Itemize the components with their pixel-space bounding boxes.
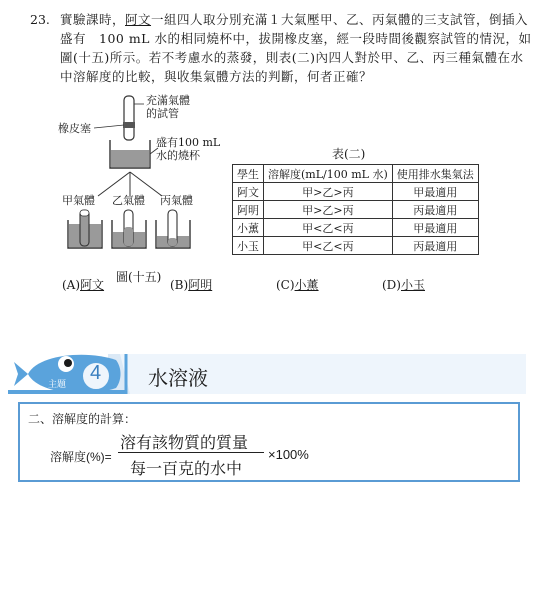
table-header: 使用排水集氣法 — [392, 165, 478, 183]
option-b[interactable] — [170, 276, 212, 293]
option-name: 阿文 — [80, 278, 105, 292]
question-number: 23. — [30, 12, 50, 27]
formula-denominator: 每一百克的水中 — [130, 461, 243, 478]
table-title: 表(二) — [332, 147, 366, 161]
table-cell: 小玉 — [233, 237, 264, 255]
topic-title: 水溶液 — [148, 366, 208, 390]
option-d[interactable] — [382, 276, 425, 293]
question-name: 阿文 — [125, 12, 152, 27]
formula-box — [18, 402, 520, 482]
option-key: (B) — [170, 278, 189, 292]
question-text-rest: 一組四人取分別充滿１大氣壓甲、乙、丙氣體的三支試管，倒插入盛有 100 mL 水的相同燒杯中，拔開橡皮塞，經一段時間後觀察試管的情況，如圖(十五)所示。若不考慮水的蒸發，則表(二)內四人對於甲、乙、丙三種氣體在水中溶解度的比較，與收集氣體方法的判斷，何者正確？ — [60, 12, 532, 84]
option-name: 阿明 — [188, 278, 213, 292]
banner-graphic — [8, 350, 528, 398]
figure-15 — [58, 92, 248, 282]
topic-number: 4 — [90, 362, 102, 384]
formula-lhs: 溶解度(%)= — [50, 450, 112, 464]
option-key: (A) — [62, 278, 81, 292]
topic-banner — [8, 350, 528, 398]
section-heading: 二、溶解度的計算： — [28, 412, 137, 426]
label-filled-tube: 充滿氣體 的試管 — [146, 94, 190, 120]
table-cell: 甲>乙>丙 — [264, 201, 393, 219]
table-cell: 甲<乙<丙 — [264, 237, 393, 255]
gas-label-a: 甲氣體 — [62, 194, 95, 207]
table-row — [233, 219, 479, 237]
question-text — [60, 10, 535, 86]
table-cell: 甲>乙>丙 — [264, 183, 393, 201]
table-cell: 阿文 — [233, 183, 264, 201]
topic-label: 主題 — [48, 379, 67, 389]
table-header-row — [233, 165, 479, 183]
option-a[interactable] — [62, 276, 104, 293]
table-header: 溶解度(mL/100 mL 水) — [264, 165, 393, 183]
gas-label-b: 乙氣體 — [112, 194, 145, 207]
table-cell: 甲最適用 — [392, 183, 478, 201]
option-c[interactable] — [276, 276, 319, 293]
table-cell: 小薰 — [233, 219, 264, 237]
formula-numerator: 溶有該物質的質量 — [120, 435, 249, 452]
formula-multiplier: ×100% — [268, 447, 309, 462]
table-cell: 甲最適用 — [392, 219, 478, 237]
option-name: 小玉 — [400, 278, 425, 292]
question-text-start: 實驗課時， — [60, 12, 126, 27]
table-header: 學生 — [233, 165, 264, 183]
label-stopper: 橡皮塞 — [58, 122, 91, 135]
table-cell: 阿明 — [233, 201, 264, 219]
table-cell: 丙最適用 — [392, 201, 478, 219]
table-cell: 甲<乙<丙 — [264, 219, 393, 237]
option-name: 小薰 — [294, 278, 319, 292]
option-key: (D) — [382, 278, 401, 292]
figure-caption: 圖(十五) — [116, 270, 162, 284]
table-cell: 丙最適用 — [392, 237, 478, 255]
label-beaker: 盛有100 mL 水的燒杯 — [156, 136, 221, 162]
table-row — [233, 201, 479, 219]
gas-label-c: 丙氣體 — [160, 194, 193, 207]
comparison-table — [232, 164, 479, 255]
fraction-bar — [118, 452, 264, 453]
table-row — [233, 237, 479, 255]
option-key: (C) — [276, 278, 295, 292]
table-row — [233, 183, 479, 201]
